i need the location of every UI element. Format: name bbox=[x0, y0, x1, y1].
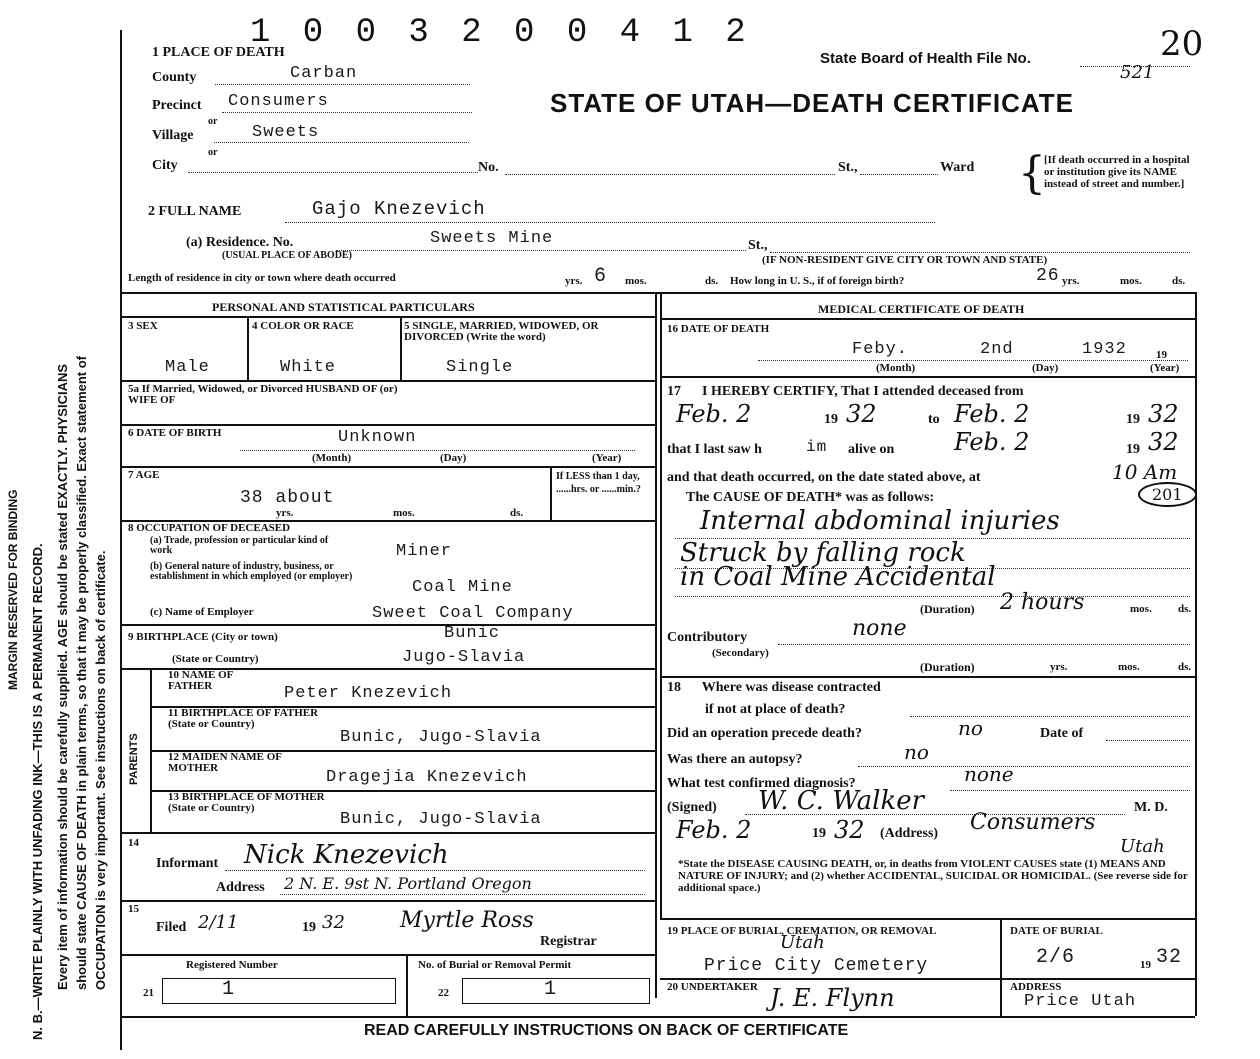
sex-value: Male bbox=[165, 358, 210, 377]
dob-day-label: (Day) bbox=[440, 452, 467, 464]
cause-line-3-rule bbox=[675, 596, 1190, 597]
duration2-ds-label: ds. bbox=[1178, 661, 1192, 673]
burial-place-value: Price City Cemetery bbox=[704, 956, 929, 976]
age-label: 7 AGE bbox=[128, 469, 160, 481]
st-line bbox=[860, 174, 938, 175]
cause-line-1: Internal abdominal injuries bbox=[700, 506, 1060, 536]
employer-label: (c) Name of Employer bbox=[150, 606, 254, 618]
us-yrs-value: 26 bbox=[1036, 266, 1060, 286]
line-r2 bbox=[660, 376, 1195, 378]
precinct-value: Consumers bbox=[228, 92, 329, 111]
us-ds-label: ds. bbox=[1172, 275, 1186, 287]
signed-address-2: Utah bbox=[1120, 836, 1165, 857]
filed-year-pre: 19 bbox=[302, 920, 316, 935]
burial-state: Utah bbox=[780, 932, 825, 953]
registrar-label: Registrar bbox=[540, 934, 597, 949]
table-bottom-line bbox=[120, 1016, 1195, 1018]
birthplace-country: Jugo-Slavia bbox=[402, 648, 526, 667]
cause-line-2: Struck by falling rock bbox=[680, 538, 966, 568]
date-of-rule bbox=[1106, 740, 1190, 741]
to-label: to bbox=[928, 412, 940, 427]
full-name-label: 2 FULL NAME bbox=[148, 204, 242, 219]
attended-from-19: 19 bbox=[824, 412, 838, 427]
industry-value: Coal Mine bbox=[412, 578, 513, 597]
serial-number: 1 0 0 3 2 0 0 4 1 2 bbox=[250, 14, 752, 52]
cause-code: 201 bbox=[1138, 482, 1197, 507]
filed-label: Filed bbox=[156, 920, 187, 935]
dod-year-label: (Year) bbox=[1150, 362, 1180, 374]
sex-label: 3 SEX bbox=[128, 320, 158, 332]
undertaker-value: J. E. Flynn bbox=[770, 984, 895, 1012]
length-label: Length of residence in city or town where death occurred bbox=[128, 272, 396, 284]
undertaker-address: Price Utah bbox=[1024, 992, 1137, 1011]
occ-a-label: (a) Trade, profession or particular kind of work bbox=[150, 535, 329, 556]
reg-number-label: Registered Number bbox=[186, 959, 278, 971]
last-saw-label: that I last saw h bbox=[667, 442, 762, 457]
residence-line bbox=[336, 250, 746, 251]
us-yrs-label: yrs. bbox=[1062, 275, 1080, 287]
operation-label: Did an operation precede death? bbox=[667, 726, 862, 741]
undertaker-address-label: ADDRESS bbox=[1010, 981, 1062, 993]
residence-label: (a) Residence. No. bbox=[186, 235, 294, 250]
occurred-label: and that death occurred, on the date stated above, at bbox=[667, 470, 981, 485]
dob-value: Unknown bbox=[338, 428, 417, 447]
secondary-label: (Secondary) bbox=[712, 647, 769, 659]
burial-permit-item: 22 bbox=[438, 987, 449, 999]
county-value: Carban bbox=[290, 64, 358, 83]
center-divider bbox=[655, 292, 657, 998]
autopsy-rule bbox=[858, 766, 1190, 767]
burial-date-value: 2/6 bbox=[1036, 946, 1076, 969]
duration-ds-label: ds. bbox=[1178, 603, 1192, 615]
attended-to-year: 32 bbox=[1148, 400, 1179, 428]
dob-year-label: (Year) bbox=[592, 452, 622, 464]
village-line bbox=[214, 142, 469, 143]
us-mos-label: mos. bbox=[1120, 275, 1142, 287]
informant-address: 2 N. E. 9st N. Portland Oregon bbox=[284, 874, 532, 893]
last-saw-date: Feb. 2 bbox=[954, 428, 1030, 456]
place-heading: 1 PLACE OF DEATH bbox=[152, 45, 285, 60]
reg-number-value: 1 bbox=[222, 978, 236, 1001]
last-saw-19: 19 bbox=[1126, 442, 1140, 457]
burial-date-label: DATE OF BURIAL bbox=[1010, 925, 1103, 937]
occ-b-label: (b) General nature of industry, business, or establishment in which employed (or employer) bbox=[150, 561, 353, 582]
father-label: 10 NAME OF FATHER bbox=[168, 669, 233, 692]
line-r3 bbox=[660, 676, 1195, 678]
line-l12 bbox=[120, 900, 655, 902]
footer-instructions: READ CAREFULLY INSTRUCTIONS ON BACK OF CERTIFICATE bbox=[364, 1022, 849, 1039]
line-r4 bbox=[660, 918, 1195, 920]
mother-bp-label: 13 BIRTHPLACE OF MOTHER (State or Country) bbox=[168, 791, 325, 814]
item14-label: 14 bbox=[128, 837, 139, 849]
filed-year: 32 bbox=[322, 912, 345, 933]
md-label: M. D. bbox=[1134, 800, 1168, 815]
line-l1 bbox=[120, 316, 655, 318]
res-yrs-value: 6 bbox=[594, 265, 608, 288]
margin-instructions-2: should state CAUSE OF DEATH in plain terms, so that it may be properly classified. Exact statement of bbox=[74, 355, 89, 990]
ward-label: Ward bbox=[940, 160, 975, 175]
no-label: No. bbox=[478, 160, 499, 175]
informant-value: Nick Knezevich bbox=[244, 840, 449, 870]
village-label: Village bbox=[152, 128, 194, 143]
burial-year: 32 bbox=[1156, 946, 1183, 969]
line-r5 bbox=[660, 978, 1195, 980]
time-value: 10 Am bbox=[1112, 460, 1178, 484]
age-yrs-label: yrs. bbox=[276, 507, 294, 519]
dod-month: Feby. bbox=[852, 340, 909, 359]
cause-line-3: in Coal Mine Accidental bbox=[680, 562, 996, 592]
or-1: or bbox=[208, 116, 218, 127]
village-value: Sweets bbox=[252, 123, 320, 142]
margin-instructions-1: Every item of information should be carefully supplied. AGE should be stated EXACTLY. PHYSICIANS bbox=[55, 363, 70, 990]
race-label: 4 COLOR OR RACE bbox=[252, 320, 354, 332]
certificate-title: STATE OF UTAH—DEATH CERTIFICATE bbox=[550, 88, 1074, 118]
age-ds-label: ds. bbox=[510, 507, 524, 519]
table-top-line bbox=[120, 292, 1195, 294]
parents-label: PARENTS bbox=[128, 733, 140, 785]
nonresident-note: (IF NON-RESIDENT GIVE CITY OR TOWN AND STATE) bbox=[762, 254, 1048, 266]
birthplace-state-label: (State or Country) bbox=[172, 653, 259, 665]
birthplace-label: 9 BIRTHPLACE (City or town) bbox=[128, 631, 278, 643]
attended-to: Feb. 2 bbox=[954, 400, 1030, 428]
line-l6 bbox=[120, 624, 655, 626]
res-yrs-label: yrs. bbox=[565, 275, 583, 287]
dob-line bbox=[240, 450, 635, 451]
last-saw-pronoun: im bbox=[806, 438, 828, 456]
dob-label: 6 DATE OF BIRTH bbox=[128, 427, 222, 439]
precinct-line bbox=[222, 112, 472, 113]
duration-mos-label: mos. bbox=[1130, 603, 1152, 615]
test-label: What test confirmed diagnosis? bbox=[667, 776, 856, 791]
line-l3 bbox=[120, 424, 655, 426]
signed-address-label: (Address) bbox=[880, 826, 939, 841]
residence-st-line bbox=[770, 252, 1190, 253]
v-reg bbox=[406, 954, 408, 1016]
duration2-yrs-label: yrs. bbox=[1050, 661, 1068, 673]
hospital-note: [If death occurred in a hospital or institution give its NAME instead of street and number.] bbox=[1044, 154, 1190, 190]
border-right bbox=[1195, 292, 1197, 1016]
res-mos-label: mos. bbox=[625, 275, 647, 287]
duration-label: (Duration) bbox=[920, 602, 975, 616]
age-value: 38 about bbox=[240, 488, 335, 508]
name-line bbox=[285, 222, 935, 223]
filed-date: 2/11 bbox=[198, 912, 239, 933]
line-l2 bbox=[120, 380, 655, 382]
occupation-label: 8 OCCUPATION OF DECEASED bbox=[128, 522, 291, 534]
dod-year: 1932 bbox=[1082, 340, 1127, 359]
us-label: How long in U. S., if of foreign birth? bbox=[730, 275, 905, 287]
v-less bbox=[550, 466, 552, 520]
test-value: none bbox=[964, 762, 1014, 786]
attended-from-year: 32 bbox=[846, 400, 877, 428]
burial-permit-label: No. of Burial or Removal Permit bbox=[418, 959, 572, 971]
full-name-value: Gajo Knezevich bbox=[312, 198, 486, 220]
test-rule bbox=[950, 790, 1190, 791]
city-label: City bbox=[152, 158, 178, 173]
signed-date: Feb. 2 bbox=[676, 816, 752, 844]
dod-month-label: (Month) bbox=[876, 362, 916, 374]
county-label: County bbox=[152, 70, 197, 85]
residence-value: Sweets Mine bbox=[430, 229, 554, 248]
contributory-rule bbox=[778, 644, 1190, 645]
file-no-label: State Board of Health File No. bbox=[820, 50, 1031, 67]
file-no-stamp: 521 bbox=[1120, 62, 1155, 83]
precinct-label: Precinct bbox=[152, 98, 202, 113]
less-label: If LESS than 1 day, ......hrs. or ......min.? bbox=[556, 471, 641, 495]
reg-number-box bbox=[162, 978, 396, 1004]
no-line bbox=[505, 174, 835, 175]
duration-value: 2 hours bbox=[1000, 590, 1085, 615]
alive-label: alive on bbox=[848, 442, 895, 457]
employer-value: Sweet Coal Company bbox=[372, 604, 574, 623]
signed-value: W. C. Walker bbox=[758, 786, 925, 816]
line-l11 bbox=[120, 832, 655, 834]
autopsy-value: no bbox=[904, 740, 929, 764]
v-sex bbox=[247, 316, 249, 380]
marital-label: 5 SINGLE, MARRIED, WIDOWED, OR DIVORCED (Write the word) bbox=[404, 320, 599, 343]
county-line bbox=[215, 84, 470, 85]
line-r1 bbox=[660, 318, 1195, 320]
dod-19: 19 bbox=[1156, 349, 1167, 361]
occupation-value: Miner bbox=[396, 542, 453, 561]
address-label: Address bbox=[216, 880, 265, 895]
father-bp-value: Bunic, Jugo-Slavia bbox=[340, 728, 542, 747]
cause-label: The CAUSE OF DEATH* was as follows: bbox=[686, 490, 935, 505]
v-burial bbox=[1000, 918, 1002, 1016]
undertaker-label: 20 UNDERTAKER bbox=[667, 981, 758, 993]
burial-place-label: 19 PLACE OF BURIAL, CREMATION, OR REMOVAL bbox=[667, 925, 937, 937]
st-label: St., bbox=[838, 160, 858, 175]
father-bp-label: 11 BIRTHPLACE OF FATHER (State or Country) bbox=[168, 707, 319, 730]
item15-label: 15 bbox=[128, 903, 139, 915]
burial-permit-value: 1 bbox=[544, 978, 558, 1001]
file-no-value: 20 bbox=[1160, 24, 1204, 64]
dod-day: 2nd bbox=[980, 340, 1014, 359]
line-l13 bbox=[120, 954, 655, 956]
date-of-label: Date of bbox=[1040, 726, 1084, 741]
spouse-label: 5a If Married, Widowed, or Divorced HUSBAND OF (or) WIFE OF bbox=[128, 383, 398, 406]
duration2-label: (Duration) bbox=[920, 660, 975, 674]
city-line bbox=[188, 172, 478, 173]
margin-instructions-3: OCCUPATION is very important. See instructions on back of certificate. bbox=[93, 550, 108, 990]
autopsy-label: Was there an autopsy? bbox=[667, 752, 803, 767]
signed-year: 32 bbox=[834, 816, 865, 844]
q18-sub: if not at place of death? bbox=[705, 702, 846, 717]
v-race bbox=[400, 316, 402, 380]
signed-19: 19 bbox=[812, 826, 826, 841]
dob-month-label: (Month) bbox=[312, 452, 352, 464]
signed-address: Consumers bbox=[970, 810, 1096, 835]
border-left bbox=[120, 30, 122, 1050]
res-ds-label: ds. bbox=[705, 275, 719, 287]
dod-day-label: (Day) bbox=[1032, 362, 1059, 374]
attended-to-19: 19 bbox=[1126, 412, 1140, 427]
operation-value: no bbox=[958, 716, 983, 740]
or-2: or bbox=[208, 147, 218, 158]
father-value: Peter Knezevich bbox=[284, 684, 453, 703]
duration2-mos-label: mos. bbox=[1118, 661, 1140, 673]
marital-value: Single bbox=[446, 358, 514, 377]
center-divider-2 bbox=[660, 292, 662, 918]
signed-label: (Signed) bbox=[667, 800, 717, 815]
reg-number-item: 21 bbox=[143, 987, 154, 999]
personal-header: PERSONAL AND STATISTICAL PARTICULARS bbox=[212, 300, 475, 314]
residence-sub: (USUAL PLACE OF ABODE) bbox=[222, 250, 352, 261]
birthplace-city: Bunic bbox=[444, 624, 501, 643]
informant-label: Informant bbox=[156, 856, 219, 871]
residence-st-label: St., bbox=[748, 238, 768, 253]
mother-bp-value: Bunic, Jugo-Slavia bbox=[340, 810, 542, 829]
last-saw-year: 32 bbox=[1148, 428, 1179, 456]
registrar-signature: Myrtle Ross bbox=[400, 908, 534, 933]
mother-value: Dragejia Knezevich bbox=[326, 768, 528, 787]
certify-label: 17 I HEREBY CERTIFY, That I attended deceased from bbox=[667, 384, 1024, 399]
q18-rule bbox=[910, 716, 1190, 717]
race-value: White bbox=[280, 358, 337, 377]
q18-label: 18 Where was disease contracted bbox=[667, 680, 881, 695]
contributory-value: none bbox=[852, 616, 907, 641]
burial-year-pre: 19 bbox=[1140, 959, 1151, 971]
footnote: *State the DISEASE CAUSING DEATH, or, in deaths from VIOLENT CAUSES state (1) MEANS AND NATURE OF INJURY; and (2) whether ACCIDENTAL, SUICIDAL OR HOMICIDAL. (See reverse side for additional space.) bbox=[678, 858, 1188, 894]
medical-header: MEDICAL CERTIFICATE OF DEATH bbox=[818, 302, 1025, 316]
informant-line bbox=[225, 870, 645, 871]
age-mos-label: mos. bbox=[393, 507, 415, 519]
mother-label: 12 MAIDEN NAME OF MOTHER bbox=[168, 751, 282, 774]
contributory-label: Contributory bbox=[667, 630, 748, 645]
brace-icon: { bbox=[1018, 148, 1046, 199]
dod-line bbox=[758, 360, 1188, 361]
margin-binding-note: MARGIN RESERVED FOR BINDING bbox=[6, 489, 20, 690]
line-l4 bbox=[120, 466, 655, 468]
address-line bbox=[280, 894, 645, 895]
dod-label: 16 DATE OF DEATH bbox=[667, 323, 770, 335]
attended-from: Feb. 2 bbox=[676, 400, 752, 428]
margin-ink-note: N. B.—WRITE PLAINLY WITH UNFADING INK—THIS IS A PERMANENT RECORD. bbox=[30, 543, 45, 1040]
